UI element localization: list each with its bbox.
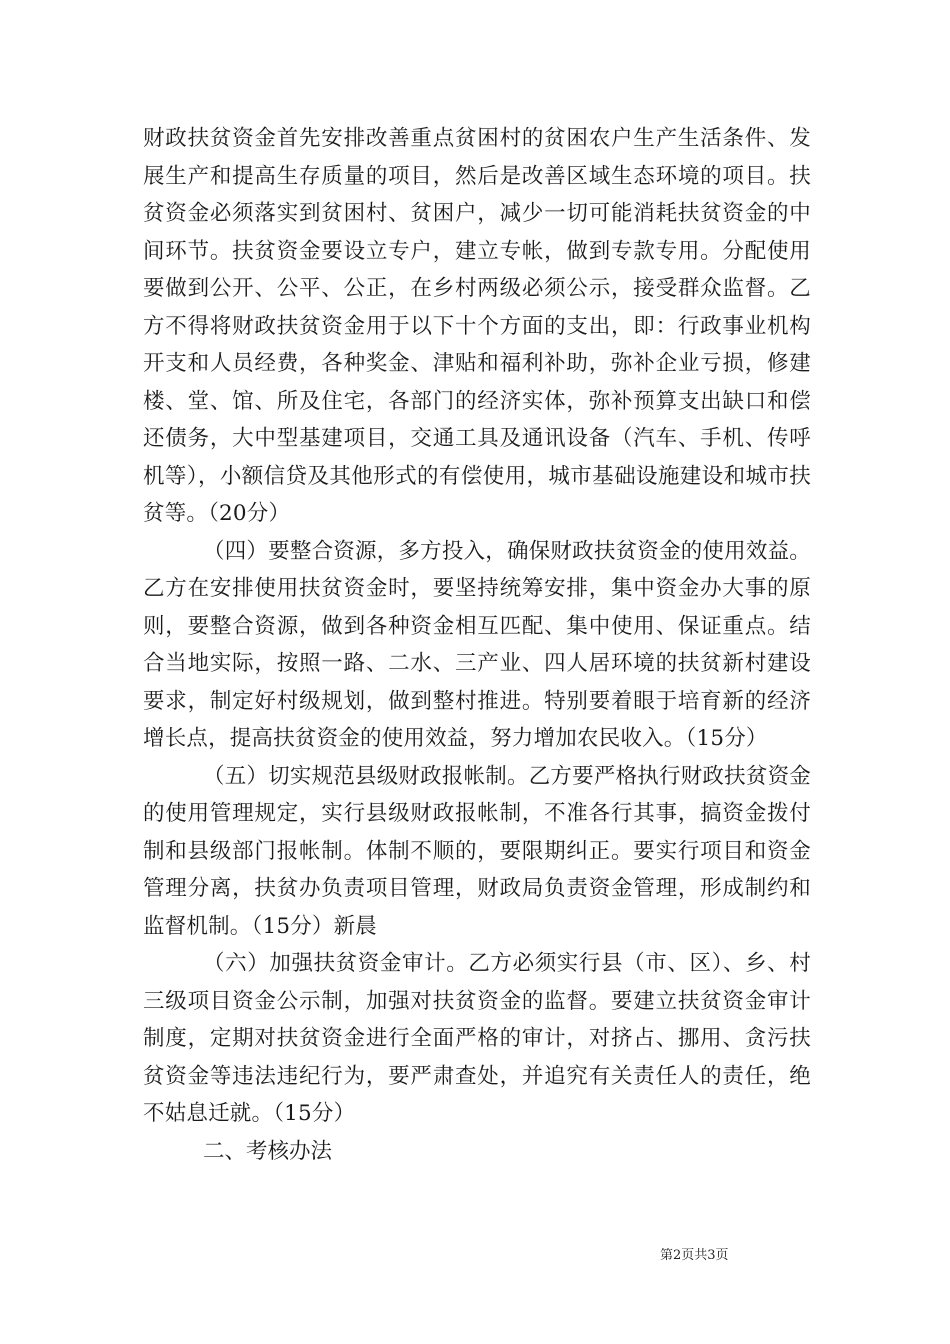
paragraph-fund-usage-rules: 财政扶贫资金首先安排改善重点贫困村的贫困农户生产生活条件、发展生产和提高生存质量的项目，然后是改善区域生态环境的项目。扶贫资金必须落实到贫困村、贫困户，减少一切可能消耗扶贫资金的中间环节。扶贫资金要设立专户，建立专帐，做到专款专用。分配使用要做到公开、公平、公正，在乡村两级必须公示，接受群众监督。乙方不得将财政扶贫资金用于以下十个方面的支出，即：行政事业机构开支和人员经费，各种奖金、津贴和福利补助，弥补企业亏损，修建楼、堂、馆、所及住宅，各部门的经济实体，弥补预算支出缺口和偿还债务，大中型基建项目，交通工具及通讯设备（汽车、手机、传呼机等），小额信贷及其他形式的有偿使用，城市基础设施建设和城市扶贫等。（20分） <box>143 126 811 526</box>
document-body <box>143 120 811 1170</box>
paragraph-county-reimbursement: （五）切实规范县级财政报帐制。乙方要严格执行财政扶贫资金的使用管理规定，实行县级财政报帐制，不准各行其事，搞资金拨付制和县级部门报帐制。体制不顺的，要限期纠正。要实行项目和资金管理分离，扶贫办负责项目管理，财政局负责资金管理，形成制约和监督机制。（15分）新晨 <box>143 763 811 939</box>
paragraph-resource-integration: （四）要整合资源，多方投入，确保财政扶贫资金的使用效益。乙方在安排使用扶贫资金时，要坚持统筹安排，集中资金办大事的原则，要整合资源，做到各种资金相互匹配、集中使用、保证重点。结合当地实际，按照一路、二水、三产业、四人居环境的扶贫新村建设要求，制定好村级规划，做到整村推进。特别要着眼于培育新的经济增长点，提高扶贫资金的使用效益，努力增加农民收入。（15分） <box>143 538 811 751</box>
paragraph-fund-audit: （六）加强扶贫资金审计。乙方必须实行县（市、区）、乡、村三级项目资金公示制，加强对扶贫资金的监督。要建立扶贫资金审计制度，定期对扶贫资金进行全面严格的审计，对挤占、挪用、贪污扶贫资金等违法违纪行为，要严肃查处，并追究有关责任人的责任，绝不姑息迁就。（15分） <box>143 951 811 1126</box>
section-heading-assessment-method: 二、考核办法 <box>203 1138 333 1164</box>
page-number-footer: 第2页共3页 <box>660 1248 729 1263</box>
